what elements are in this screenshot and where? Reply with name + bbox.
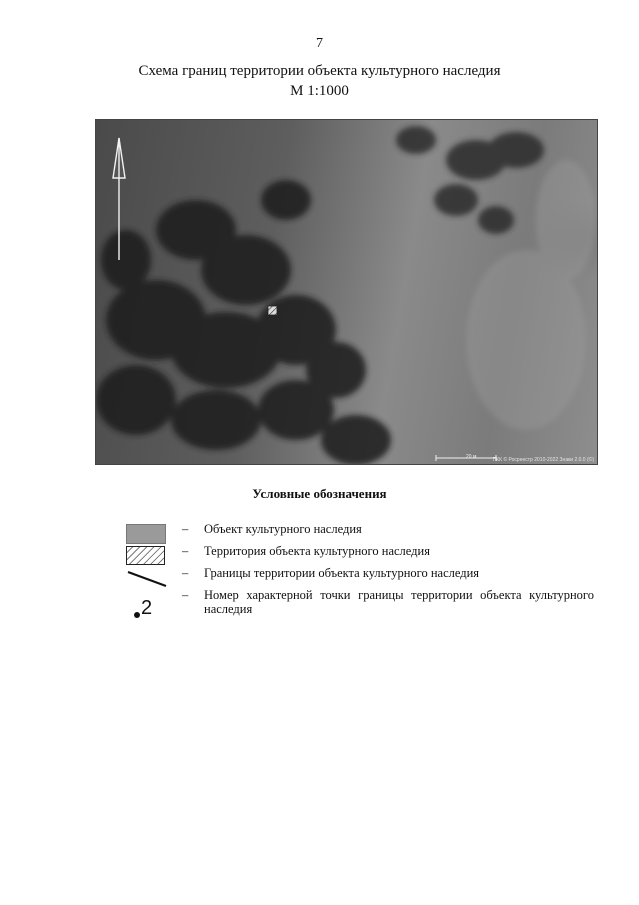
legend-item-label: Границы территории объекта культурного наследия (204, 566, 480, 580)
hatched-swatch-icon (126, 546, 166, 566)
legend-item-label: Территория объекта культурного наследия (204, 544, 430, 558)
map-credit: ПКК © Росреестр 2010-2022 Знаки 2.0.0 (©) (492, 457, 594, 463)
title-scale: М 1:1000 (290, 83, 349, 99)
boundary-line-icon (126, 570, 170, 590)
legend-dash: – (182, 588, 189, 602)
legend-item-label: Объект культурного наследия (204, 522, 362, 536)
legend-dash: – (182, 522, 189, 536)
point-number-label: 2 (141, 597, 153, 619)
legend-item-point-number (120, 588, 600, 624)
page-number: 7 (316, 36, 323, 51)
satellite-map (95, 119, 598, 465)
legend-item-label: Номер характерной точки границы территории объекта культурного наследия (204, 588, 594, 616)
legend-item-boundary (120, 566, 600, 586)
legend-item-heritage-object (120, 522, 600, 544)
page-title (0, 61, 639, 101)
legend-dash: – (182, 544, 189, 558)
scale-label: 20 м (466, 454, 477, 460)
legend-dash: – (182, 566, 189, 580)
map-imagery (96, 120, 597, 464)
gray-fill-swatch-icon (126, 524, 166, 544)
legend-title: Условные обозначения (252, 486, 387, 501)
legend-item-heritage-territory (120, 544, 600, 566)
title-line-1: Схема границ территории объекта культурного наследия (138, 63, 501, 79)
point-marker (132, 594, 172, 620)
